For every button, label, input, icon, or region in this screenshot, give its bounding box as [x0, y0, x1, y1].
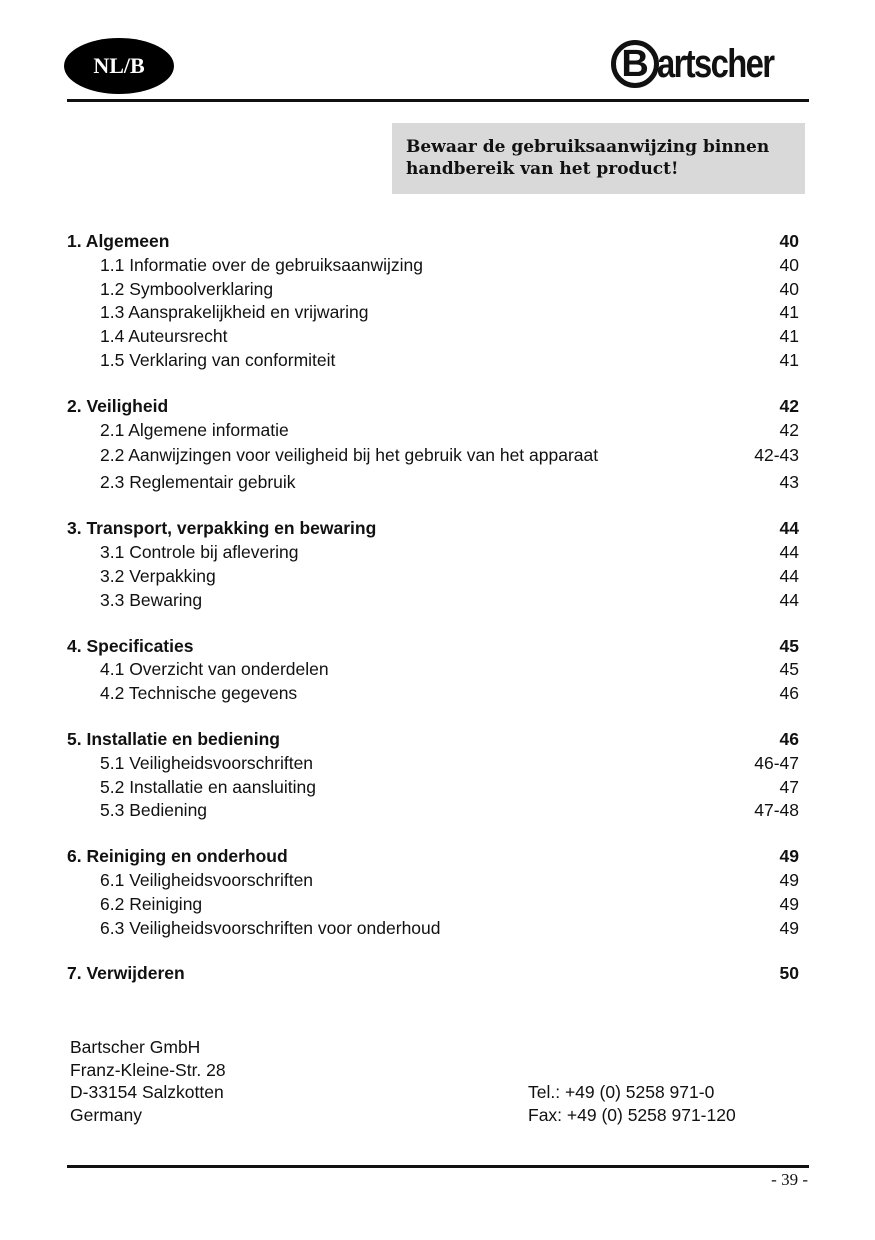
toc-entry-title: 6.1 Veiligheidsvoorschriften [100, 869, 314, 890]
fax-number: Fax: +49 (0) 5258 971-120 [528, 1104, 736, 1125]
toc-entry [67, 917, 799, 941]
toc-entry [67, 776, 799, 800]
toc-entry-title: 6.2 Reiniging [100, 893, 203, 914]
toc-chapter-title: 6. Reiniging en onderhoud [67, 846, 288, 867]
bartscher-logo [611, 40, 799, 88]
toc-entry [67, 301, 799, 325]
toc-entry [67, 752, 799, 776]
toc-chapter-title: 4. Specificaties [67, 635, 194, 656]
toc-chapter-page: 42 [779, 395, 799, 416]
toc-entry [67, 325, 799, 349]
toc-chapter [67, 230, 799, 254]
toc-entry [67, 565, 799, 589]
toc-entry-page: 44 [779, 542, 799, 563]
toc-chapter-page: 46 [779, 728, 799, 749]
toc-section [67, 962, 799, 986]
toc-entry [67, 349, 799, 373]
toc-entry-title: 1.4 Auteursrecht [100, 326, 228, 347]
page-number: - 39 - [771, 1170, 808, 1189]
logo-initial: B [611, 40, 659, 88]
toc-entry-page: 40 [779, 278, 799, 299]
toc-entry-title: 2.2 Aanwijzingen voor veiligheid bij het gebruik van het apparaat [100, 445, 599, 466]
toc-entry-title: 1.3 Aansprakelijkheid en vrijwaring [100, 302, 369, 323]
toc-entry-title: 6.3 Veiligheidsvoorschriften voor onderhoud [100, 917, 441, 938]
toc-entry [67, 869, 799, 893]
toc-section [67, 230, 799, 373]
address-line: D-33154 Salzkotten [70, 1082, 224, 1102]
toc-entry [67, 682, 799, 706]
company-address [70, 1036, 226, 1126]
toc-entry [67, 541, 799, 565]
toc-entry-title: 3.3 Bewaring [100, 589, 203, 610]
toc-entry-title: 1.1 Informatie over de gebruiksaanwijzing [100, 254, 423, 275]
toc-entry-page: 44 [779, 565, 799, 586]
header-divider [67, 99, 809, 102]
toc-entry-page: 41 [779, 326, 799, 347]
toc-entry [67, 893, 799, 917]
toc-chapter-page: 50 [779, 963, 799, 984]
toc-chapter-title: 3. Transport, verpakking en bewaring [67, 518, 377, 539]
toc-entry-title: 2.1 Algemene informatie [100, 419, 289, 440]
toc-chapter-page: 44 [779, 518, 799, 539]
toc-chapter [67, 635, 799, 659]
address-line: Bartscher GmbH [70, 1037, 201, 1057]
toc-entry [67, 419, 799, 443]
toc-chapter [67, 517, 799, 541]
toc-entry-page: 41 [779, 302, 799, 323]
toc-entry-page: 40 [779, 254, 799, 275]
toc-chapter-page: 45 [779, 635, 799, 656]
toc-entry-title: 2.3 Reglementair gebruik [100, 471, 296, 492]
toc-entry-title: 1.5 Verklaring van conformiteit [100, 349, 336, 370]
toc-entry-page: 41 [779, 349, 799, 370]
toc-chapter [67, 728, 799, 752]
toc-chapter-title: 5. Installatie en bediening [67, 728, 280, 749]
toc-entry-page: 44 [779, 589, 799, 610]
toc-entry [67, 589, 799, 613]
toc-chapter-title: 7. Verwijderen [67, 963, 185, 984]
toc-chapter-title: 2. Veiligheid [67, 395, 169, 416]
toc-entry-title: 5.3 Bediening [100, 800, 208, 821]
toc-entry [67, 658, 799, 682]
toc-section [67, 395, 799, 496]
toc-entry-title: 1.2 Symboolverklaring [100, 278, 274, 299]
toc-entry-title: 4.1 Overzicht van onderdelen [100, 659, 329, 680]
phone-number: Tel.: +49 (0) 5258 971-0 [528, 1082, 715, 1102]
toc-entry-title: 5.1 Veiligheidsvoorschriften [100, 752, 314, 773]
toc-entry [67, 442, 799, 469]
language-badge: NL/B [64, 38, 174, 94]
toc-chapter-page: 40 [779, 231, 799, 251]
toc-section [67, 517, 799, 612]
toc-entry-page: 42 [779, 419, 799, 440]
toc-chapter-page: 49 [779, 846, 799, 867]
toc-entry [67, 254, 799, 278]
toc-entry-page: 49 [779, 893, 799, 914]
address-line: Germany [70, 1104, 142, 1125]
toc-chapter [67, 845, 799, 869]
logo-text: artscher [657, 41, 774, 86]
toc-chapter [67, 395, 799, 419]
toc-entry [67, 278, 799, 302]
toc-entry-title: 5.2 Installatie en aansluiting [100, 776, 316, 797]
toc-entry-page: 47-48 [754, 800, 799, 821]
toc-entry-page: 42-43 [754, 445, 799, 466]
address-line: Franz-Kleine-Str. 28 [70, 1059, 226, 1080]
toc-entry-page: 43 [779, 471, 799, 492]
toc-section [67, 728, 799, 823]
toc-chapter-title: 1. Algemeen [67, 231, 170, 251]
company-contact [528, 1081, 736, 1126]
toc-chapter [67, 962, 799, 986]
toc-entry-page: 46 [779, 683, 799, 704]
toc-entry-page: 47 [779, 776, 799, 797]
footer-divider [67, 1165, 809, 1168]
toc-entry-page: 49 [779, 869, 799, 890]
toc-entry-page: 46-47 [754, 752, 799, 773]
table-of-contents [67, 230, 799, 1008]
notice-box: Bewaar de gebruiksaanwijzing binnen handbereik van het product! [392, 123, 805, 194]
toc-entry-page: 45 [779, 659, 799, 680]
toc-entry [67, 799, 799, 823]
toc-entry-title: 4.2 Technische gegevens [100, 683, 298, 704]
toc-section [67, 845, 799, 940]
toc-section [67, 635, 799, 706]
toc-entry [67, 469, 799, 496]
toc-entry-title: 3.2 Verpakking [100, 565, 216, 586]
toc-entry-title: 3.1 Controle bij aflevering [100, 542, 299, 563]
toc-entry-page: 49 [779, 917, 799, 938]
